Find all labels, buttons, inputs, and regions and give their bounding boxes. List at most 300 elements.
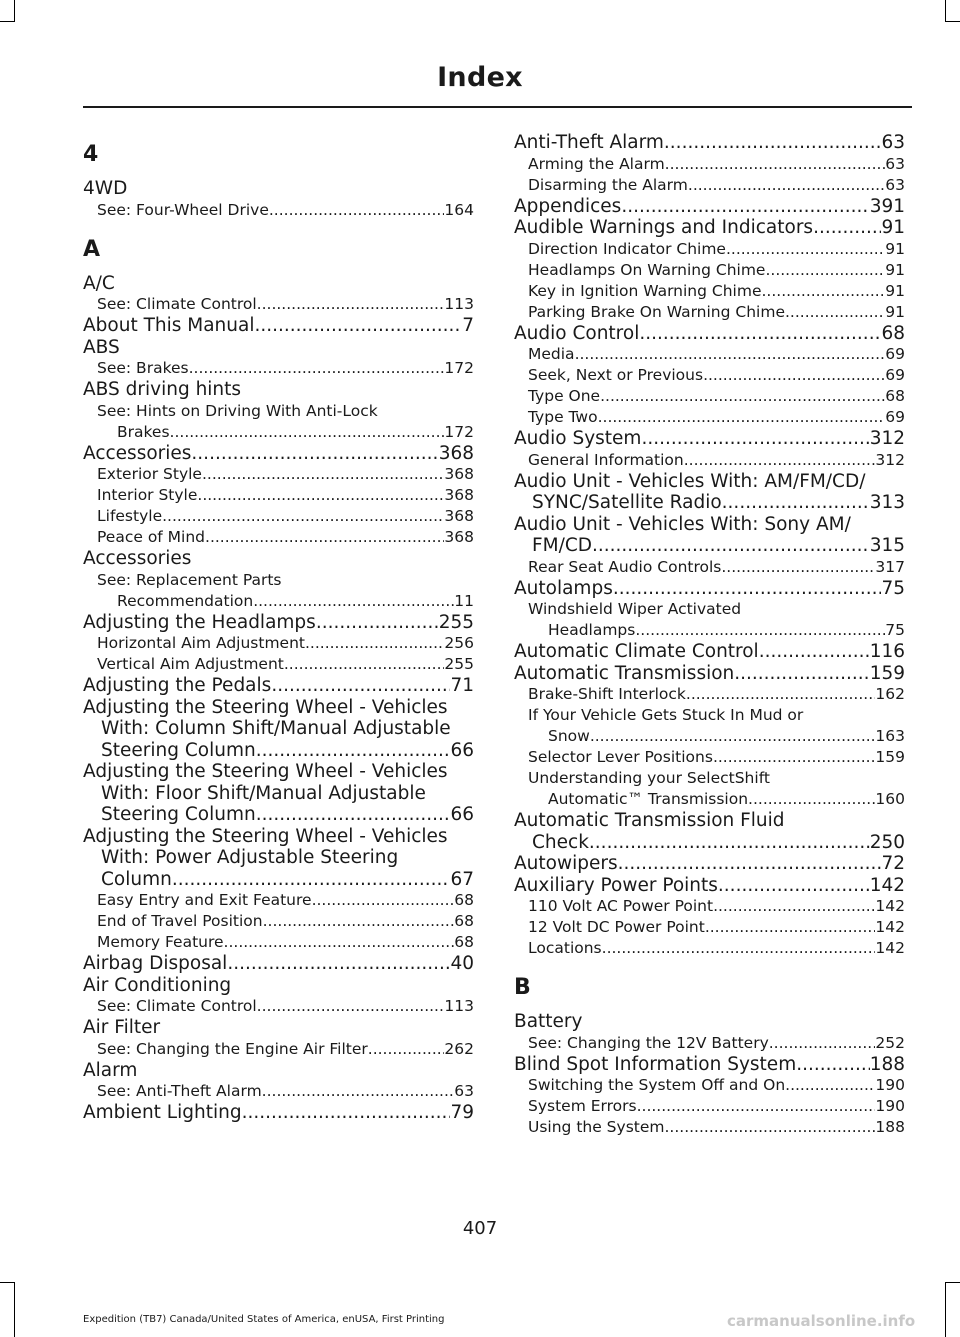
entry-text: See: Climate Control [97, 295, 257, 313]
index-entry [83, 953, 474, 975]
dot-leader [170, 422, 445, 443]
dot-leader [618, 853, 882, 875]
entry-text: See: Changing the 12V Battery [528, 1033, 769, 1052]
index-subentry [514, 557, 905, 578]
index-subentry [514, 705, 905, 726]
index-subentry [83, 464, 474, 485]
index-entry-continued [83, 718, 474, 740]
page-ref: 164 [444, 200, 474, 219]
index-subentry [83, 932, 474, 953]
dot-leader [765, 260, 885, 281]
page-ref: 7 [462, 315, 474, 336]
entry-text: Audible Warnings and Indicators [514, 217, 814, 238]
index-entry [83, 315, 474, 337]
index-entry [514, 217, 905, 239]
dot-leader [205, 527, 444, 548]
entry-text: 4WD [83, 178, 128, 199]
crop-mark-top-right-horizontal [945, 21, 960, 22]
page-ref: 313 [869, 492, 905, 513]
dot-leader [269, 200, 445, 221]
entry-text: Auxiliary Power Points [514, 874, 718, 896]
dot-leader [748, 789, 875, 810]
page-ref: 368 [444, 528, 474, 546]
index-entry [514, 875, 905, 897]
page-ref: 63 [881, 132, 905, 153]
entry-text: Type Two [528, 408, 598, 426]
index-subentry [514, 1117, 905, 1138]
page-ref: 91 [881, 217, 905, 238]
dot-leader [796, 1054, 869, 1076]
index-entry [83, 1017, 474, 1039]
entry-text: Key in Ignition Warning Chime [528, 281, 762, 300]
index-subentry [83, 485, 474, 506]
dot-leader [613, 578, 882, 600]
page-ref: 91 [885, 281, 905, 300]
dot-leader [641, 428, 869, 450]
dot-leader [284, 654, 445, 675]
dot-leader [705, 917, 876, 938]
entry-text: Understanding your SelectShift [528, 769, 770, 787]
dot-leader [592, 535, 870, 557]
index-entry [83, 761, 474, 783]
page-title: Index [437, 62, 523, 93]
entry-text: See: Replacement Parts [97, 570, 282, 589]
entry-text: Autolamps [514, 577, 613, 599]
entry-text: End of Travel Position [97, 912, 263, 930]
entry-text: See: Hints on Driving With Anti-Lock [97, 401, 378, 420]
index-subentry [514, 154, 905, 175]
entry-text: Air Conditioning [83, 974, 232, 996]
entry-text: Parking Brake On Warning Chime [528, 302, 785, 321]
dot-leader [637, 1096, 876, 1117]
index-entry [83, 443, 474, 465]
index-subentry [83, 570, 474, 591]
page-ref: 40 [450, 953, 474, 974]
page-ref: 68 [454, 891, 474, 909]
entry-text: Selector Lever Positions [528, 748, 713, 766]
index-subentry [514, 365, 905, 386]
entry-text: Audio Control [514, 322, 640, 344]
entry-text: With: Column Shift/Manual Adjustable [101, 718, 451, 739]
index-subentry [83, 358, 474, 379]
entry-text: Exterior Style [97, 465, 202, 483]
dot-leader [713, 896, 875, 917]
dot-leader [262, 1081, 455, 1102]
page-ref: 68 [454, 912, 474, 930]
entry-text: Audio Unit - Vehicles With: AM/FM/CD/ [514, 470, 866, 492]
page-ref: 190 [875, 1076, 905, 1094]
dot-leader [769, 1033, 876, 1054]
entry-text: Accessories [83, 548, 192, 569]
entry-text: Using the System [528, 1118, 665, 1136]
index-subentry [514, 747, 905, 768]
page-number: 407 [462, 1218, 498, 1239]
dot-leader [162, 506, 444, 527]
entry-text: Air Filter [83, 1017, 161, 1038]
index-entry-continued [514, 535, 905, 557]
page-ref: 69 [885, 345, 905, 363]
entry-text: About This Manual [83, 315, 255, 336]
page-ref: 312 [869, 428, 905, 449]
footer-text: Expedition (TB7) Canada/United States of America, enUSA, First Printing [83, 1314, 445, 1325]
index-entry [83, 379, 474, 401]
index-entry-continued [83, 804, 474, 826]
entry-text: Headlamps On Warning Chime [528, 260, 766, 279]
entry-text: A [83, 236, 101, 262]
entry-text: Disarming the Alarm [528, 175, 688, 194]
page-ref: 66 [450, 739, 474, 761]
index-entry [83, 1102, 474, 1124]
entry-text: SYNC/Satellite Radio [532, 492, 722, 513]
dot-leader [639, 323, 881, 345]
crop-mark-top-left-horizontal [0, 21, 15, 22]
index-entry [83, 675, 474, 697]
index-subentry [514, 768, 905, 789]
dot-leader [664, 1117, 875, 1138]
index-subentry-continued [514, 789, 905, 810]
page-ref: 72 [881, 853, 905, 874]
page-ref: 256 [444, 634, 474, 652]
index-entry [514, 132, 905, 154]
page-ref: 142 [869, 874, 905, 896]
page-ref: 69 [885, 408, 905, 426]
index-entry [514, 1011, 905, 1033]
index-subentry [83, 890, 474, 911]
entry-text: FM/CD [532, 535, 592, 556]
entry-text: 110 Volt AC Power Point [528, 897, 714, 915]
crop-mark-bottom-left-vertical [14, 1282, 15, 1337]
entry-text: Column [101, 868, 172, 890]
index-subentry [514, 407, 905, 428]
entry-text: If Your Vehicle Gets Stuck In Mud or [528, 706, 804, 724]
dot-leader [227, 953, 450, 975]
dot-leader [305, 633, 444, 654]
page-ref: 368 [444, 507, 474, 525]
index-entry [514, 641, 905, 663]
entry-text: Recommendation [117, 591, 254, 610]
index-subentry [514, 344, 905, 365]
dot-leader [575, 344, 886, 365]
page-ref: 255 [444, 655, 474, 673]
entry-text: Brake-Shift Interlock [528, 685, 686, 703]
entry-text: Type One [528, 387, 601, 405]
index-subentry-continued [514, 726, 905, 747]
entry-text: Automatic Climate Control [514, 641, 759, 662]
index-entry-continued [83, 740, 474, 762]
entry-text: ABS driving hints [83, 379, 242, 400]
dot-leader [257, 294, 445, 315]
dot-leader [688, 175, 885, 196]
section-letter [514, 965, 905, 1011]
page-ref: 142 [875, 897, 905, 915]
dot-leader [686, 684, 876, 705]
dot-leader [312, 890, 455, 911]
page-ref: 368 [444, 486, 474, 504]
index-subentry [514, 260, 905, 281]
index-subentry [514, 599, 905, 620]
dot-leader [602, 938, 876, 959]
crop-mark-top-right-vertical [945, 0, 946, 22]
index-column-right [514, 132, 905, 1138]
page-ref: 391 [869, 195, 905, 217]
entry-text: Automatic™ Transmission [548, 790, 749, 808]
crop-mark-bottom-right-horizontal [945, 1282, 960, 1283]
entry-text: Brakes [117, 422, 170, 441]
dot-leader [368, 1039, 445, 1060]
index-subentry [514, 281, 905, 302]
entry-text: Snow [548, 727, 590, 745]
crop-mark-bottom-right-vertical [945, 1282, 946, 1337]
entry-text: Easy Entry and Exit Feature [97, 891, 312, 909]
index-subentry [83, 911, 474, 932]
page-ref: 79 [450, 1102, 474, 1123]
entry-text: Accessories [83, 442, 192, 464]
page-ref: 142 [875, 918, 905, 936]
index-subentry [83, 654, 474, 675]
dot-leader [684, 450, 876, 471]
entry-text: Automatic Transmission [514, 662, 735, 684]
entry-text: Horizontal Aim Adjustment [97, 634, 305, 652]
page-ref: 252 [875, 1033, 905, 1052]
dot-leader [263, 911, 455, 932]
index-subentry-continued [83, 591, 474, 612]
index-subentry [514, 386, 905, 407]
index-entry [514, 514, 905, 536]
index-entry-continued [83, 847, 474, 869]
entry-text: Arming the Alarm [528, 154, 665, 173]
entry-text: Adjusting the Steering Wheel - Vehicles [83, 825, 448, 847]
entry-text: General Information [528, 450, 684, 469]
entry-text: See: Brakes [97, 359, 189, 377]
index-entry [83, 273, 474, 295]
index-entry [83, 612, 474, 634]
dot-leader [256, 804, 451, 826]
dot-leader [316, 612, 439, 634]
page-ref: 188 [875, 1118, 905, 1136]
index-subentry [514, 1075, 905, 1096]
index-entry [514, 196, 905, 218]
page-ref: 11 [454, 591, 474, 610]
entry-text: Headlamps [548, 621, 636, 639]
entry-text: See: Climate Control [97, 997, 257, 1015]
entry-text: 12 Volt DC Power Point [528, 918, 705, 936]
title-rule [83, 106, 912, 108]
page-ref: 63 [454, 1082, 474, 1100]
dot-leader [590, 726, 876, 747]
page-ref: 71 [450, 675, 474, 696]
dot-leader [785, 302, 885, 323]
entry-text: ABS [83, 336, 120, 358]
index-entry-continued [83, 783, 474, 805]
index-subentry [83, 633, 474, 654]
entry-text: Steering Column [101, 739, 256, 761]
index-entry [83, 697, 474, 719]
page-ref: 142 [875, 939, 905, 957]
page-ref: 91 [885, 302, 905, 321]
dot-leader [256, 740, 451, 762]
index-subentry [514, 450, 905, 471]
index-entry-continued [514, 492, 905, 514]
index-subentry [83, 1039, 474, 1060]
page-ref: 312 [875, 450, 905, 469]
section-letter [83, 132, 474, 178]
dot-leader [703, 365, 885, 386]
entry-text: Autowipers [514, 853, 618, 874]
dot-leader [713, 747, 875, 768]
section-letter [83, 227, 474, 273]
index-entry-continued [514, 832, 905, 854]
entry-text: See: Four-Wheel Drive [97, 200, 269, 219]
index-entry [83, 975, 474, 997]
dot-leader [785, 1075, 875, 1096]
watermark: carmanualsonline.info [727, 1312, 916, 1330]
entry-text: Lifestyle [97, 507, 163, 525]
index-entry [514, 853, 905, 875]
dot-leader [271, 675, 450, 697]
page-ref: 188 [869, 1053, 905, 1075]
page-ref: 172 [444, 359, 474, 377]
page-ref: 91 [885, 239, 905, 258]
entry-text: Adjusting the Steering Wheel - Vehicles [83, 761, 448, 782]
index-subentry-continued [83, 422, 474, 443]
dot-leader [759, 641, 870, 663]
entry-text: Alarm [83, 1059, 138, 1081]
index-entry [83, 548, 474, 570]
index-entry [514, 471, 905, 493]
crop-mark-top-left-vertical [14, 0, 15, 22]
index-entry [514, 663, 905, 685]
entry-text: See: Anti-Theft Alarm [97, 1082, 262, 1100]
entry-text: Adjusting the Pedals [83, 675, 272, 696]
index-entry [514, 428, 905, 450]
index-subentry [514, 175, 905, 196]
index-subentry [83, 506, 474, 527]
index-subentry [514, 302, 905, 323]
index-entry-continued [83, 869, 474, 891]
entry-text: Switching the System Off and On [528, 1076, 786, 1094]
page-ref: 91 [885, 260, 905, 279]
dot-leader [761, 281, 885, 302]
entry-text: Peace of Mind [97, 528, 206, 546]
page-ref: 368 [444, 465, 474, 483]
index-subentry [514, 684, 905, 705]
dot-leader [734, 663, 869, 685]
page-ref: 68 [885, 387, 905, 405]
dot-leader [721, 557, 875, 578]
entry-text: Adjusting the Headlamps [83, 611, 316, 633]
entry-text: Rear Seat Audio Controls [528, 557, 722, 576]
dot-leader [722, 492, 870, 514]
index-subentry [83, 996, 474, 1017]
entry-text: 4 [83, 142, 99, 167]
page-ref: 66 [450, 804, 474, 825]
entry-text: B [514, 975, 531, 1000]
index-subentry [514, 239, 905, 260]
index-subentry [514, 917, 905, 938]
index-subentry [83, 1081, 474, 1102]
page-ref: 172 [444, 422, 474, 441]
index-entry [514, 323, 905, 345]
entry-text: Ambient Lighting [83, 1102, 242, 1123]
crop-mark-bottom-left-horizontal [0, 1282, 15, 1283]
page-ref: 190 [875, 1097, 905, 1115]
index-column-left [83, 132, 474, 1124]
dot-leader [600, 386, 885, 407]
index-subentry [514, 896, 905, 917]
index-entry [514, 810, 905, 832]
dot-leader [589, 832, 870, 854]
entry-text: Windshield Wiper Activated [528, 600, 742, 618]
entry-text: Vertical Aim Adjustment [97, 655, 284, 673]
page-ref: 75 [881, 577, 905, 599]
page-ref: 162 [875, 685, 905, 703]
index-subentry [514, 938, 905, 959]
page-ref: 68 [454, 933, 474, 951]
index-subentry [83, 200, 474, 221]
index-entry [83, 178, 474, 200]
dot-leader [197, 485, 444, 506]
dot-leader [718, 875, 870, 897]
entry-text: Airbag Disposal [83, 953, 228, 974]
page-ref: 368 [438, 442, 474, 464]
index-subentry [83, 294, 474, 315]
page-ref: 262 [444, 1039, 474, 1058]
dot-leader [598, 407, 886, 428]
dot-leader [665, 154, 886, 175]
page-ref: 159 [869, 662, 905, 684]
entry-text: Memory Feature [97, 933, 224, 951]
page-ref: 250 [869, 831, 905, 853]
page-ref: 317 [875, 557, 905, 576]
entry-text: A/C [83, 272, 115, 294]
entry-text: Direction Indicator Chime [528, 239, 726, 258]
index-subentry [514, 1096, 905, 1117]
index-subentry [83, 401, 474, 422]
entry-text: Automatic Transmission Fluid [514, 810, 785, 831]
dot-leader [255, 315, 463, 337]
index-subentry-continued [514, 620, 905, 641]
entry-text: With: Power Adjustable Steering [101, 847, 399, 868]
page-ref: 160 [875, 790, 905, 808]
dot-leader [621, 196, 869, 218]
entry-text: Check [532, 831, 589, 853]
entry-text: Battery [514, 1011, 583, 1032]
entry-text: Appendices [514, 195, 622, 217]
page-ref: 116 [869, 641, 905, 662]
dot-leader [257, 996, 445, 1017]
entry-text: Locations [528, 939, 602, 957]
index-subentry [514, 1033, 905, 1054]
dot-leader [726, 239, 885, 260]
entry-text: System Errors [528, 1097, 637, 1115]
page-ref: 255 [438, 611, 474, 633]
entry-text: Adjusting the Steering Wheel - Vehicles [83, 696, 448, 718]
dot-leader [202, 464, 444, 485]
dot-leader [253, 591, 454, 612]
entry-text: With: Floor Shift/Manual Adjustable [101, 782, 426, 804]
page-ref: 63 [885, 175, 905, 194]
page-ref: 113 [444, 997, 474, 1015]
dot-leader [813, 217, 881, 239]
entry-text: Audio Unit - Vehicles With: Sony AM/ [514, 513, 851, 535]
page-ref: 315 [869, 535, 905, 556]
dot-leader [242, 1102, 451, 1124]
dot-leader [172, 869, 451, 891]
index-entry [514, 1054, 905, 1076]
index-entry [83, 1060, 474, 1082]
dot-leader [664, 132, 882, 154]
entry-text: Audio System [514, 428, 642, 449]
